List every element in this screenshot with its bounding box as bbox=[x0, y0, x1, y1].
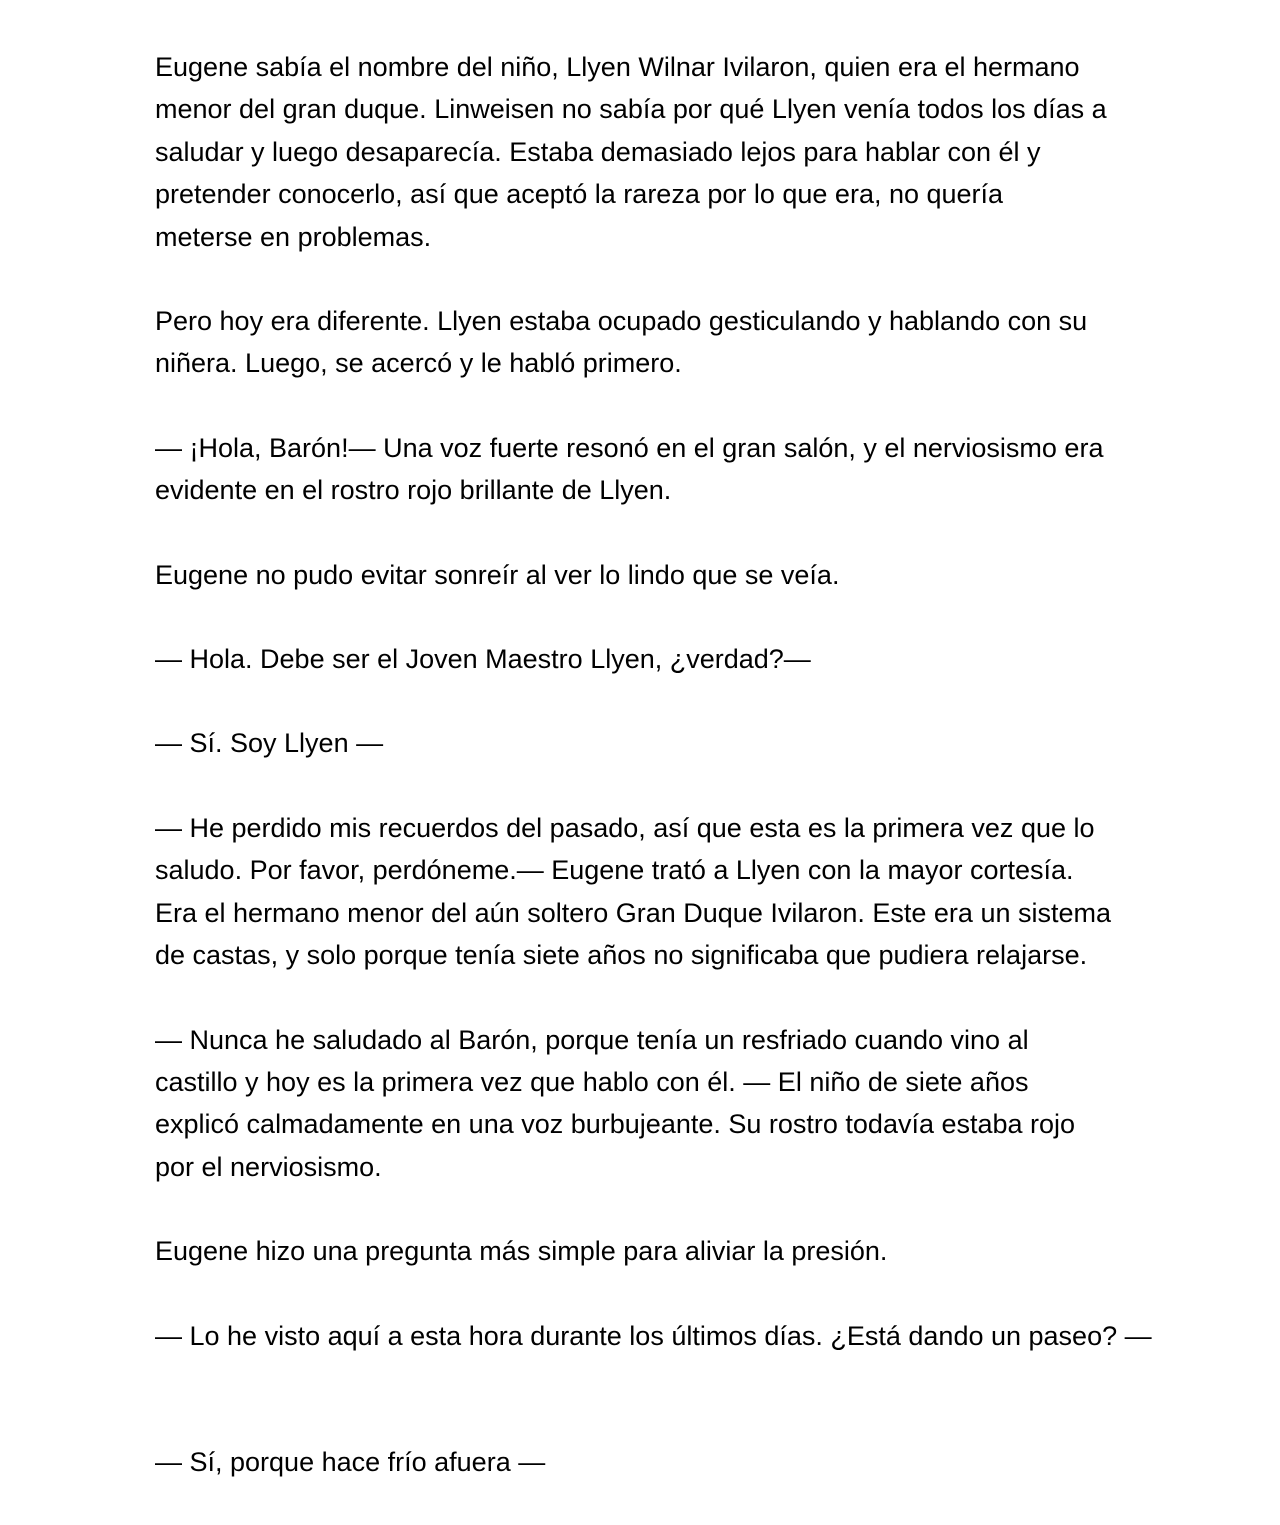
paragraph-10 bbox=[155, 1315, 1160, 1357]
paragraph-3 bbox=[155, 427, 1160, 512]
text-line: pretender conocerlo, así que aceptó la rareza por lo que era, no quería bbox=[155, 179, 1004, 210]
paragraph-5 bbox=[155, 638, 1160, 680]
paragraph-6 bbox=[155, 722, 1160, 764]
text-line: saludo. Por favor, perdóneme.— Eugene trató a Llyen con la mayor cortesía. bbox=[155, 855, 1074, 886]
text-line: Eugene no pudo evitar sonreír al ver lo lindo que se veía. bbox=[155, 559, 840, 590]
text-line: niñera. Luego, se acercó y le habló primero. bbox=[155, 348, 682, 379]
paragraph-7 bbox=[155, 807, 1160, 977]
text-line: Eugene sabía el nombre del niño, Llyen Wilnar Ivilaron, quien era el hermano bbox=[155, 52, 1080, 82]
paragraph-8 bbox=[155, 1019, 1160, 1189]
text-line: — He perdido mis recuerdos del pasado, así que esta es la primera vez que lo bbox=[155, 812, 1095, 843]
text-line: explicó calmadamente en una voz burbujeante. Su rostro todavía estaba rojo bbox=[155, 1109, 1076, 1140]
text-line: — ¡Hola, Barón!— Una voz fuerte resonó en el gran salón, y el nerviosismo era bbox=[155, 432, 1104, 463]
text-line: Era el hermano menor del aún soltero Gran Duque Ivilaron. Este era un sistema bbox=[155, 897, 1111, 928]
text-line: castillo y hoy es la primera vez que hablo con él. — El niño de siete años bbox=[155, 1066, 1029, 1097]
text-line: meterse en problemas. bbox=[155, 221, 432, 252]
paragraph-9 bbox=[155, 1230, 1160, 1272]
document-page bbox=[155, 46, 1160, 1525]
text-line: menor del gran duque. Linweisen no sabía por qué Llyen venía todos los días a bbox=[155, 94, 1107, 125]
paragraph-2 bbox=[155, 300, 1160, 385]
text-line: saludar y luego desaparecía. Estaba demasiado lejos para hablar con él y bbox=[155, 136, 1041, 167]
paragraph-4 bbox=[155, 554, 1160, 596]
paragraph-11 bbox=[155, 1441, 1160, 1483]
text-line: Pero hoy era diferente. Llyen estaba ocupado gesticulando y hablando con su bbox=[155, 306, 1088, 337]
text-line: de castas, y solo porque tenía siete años no significaba que pudiera relajarse. bbox=[155, 940, 1088, 971]
text-line: — Sí, porque hace frío afuera — bbox=[155, 1446, 546, 1477]
text-line: — Sí. Soy Llyen — bbox=[155, 728, 384, 759]
paragraph-1 bbox=[155, 46, 1160, 258]
text-line: — Lo he visto aquí a esta hora durante los últimos días. ¿Está dando un paseo? — bbox=[155, 1320, 1152, 1351]
text-line: — Nunca he saludado al Barón, porque tenía un resfriado cuando vino al bbox=[155, 1024, 1029, 1055]
text-line: por el nerviosismo. bbox=[155, 1151, 382, 1182]
text-line: — Hola. Debe ser el Joven Maestro Llyen, ¿verdad?— bbox=[155, 644, 811, 675]
text-line: evidente en el rostro rojo brillante de Llyen. bbox=[155, 475, 672, 506]
text-line: Eugene hizo una pregunta más simple para aliviar la presión. bbox=[155, 1236, 888, 1267]
